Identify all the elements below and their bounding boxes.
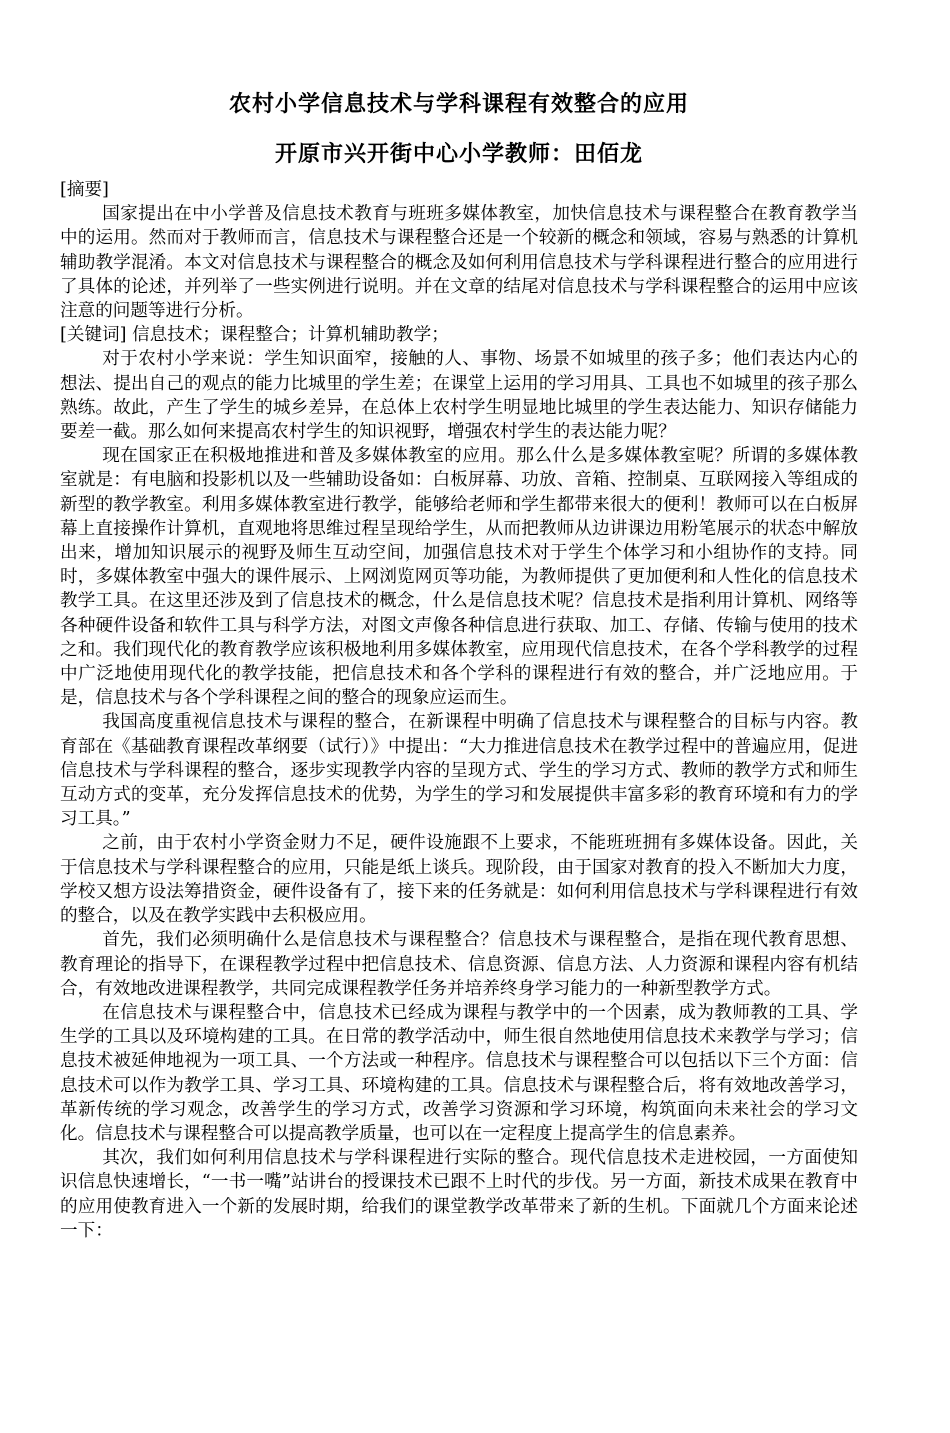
body-paragraph: 现在国家正在积极地推进和普及多媒体教室的应用。那么什么是多媒体教室呢？所谓的多媒体教室就是：有电脑和投影机以及一些辅助设备如：白板屏幕、功放、音箱、控制桌、互联网接入等组成的新型的教学教室。利用多媒体教室进行教学，能够给老师和学生都带来很大的便利！教师可以在白板屏幕上直接操作计算机，直观地将思维过程呈现给学生，从而把教师从边讲课边用粉笔展示的状态中解放出来，增加知识展示的视野及师生互动空间，加强信息技术对于学生个体学习和小组协作的支持。同时，多媒体教室中强大的课件展示、上网浏览网页等功能，为教师提供了更加便利和人性化的信息技术教学工具。在这里还涉及到了信息技术的概念，什么是信息技术呢？信息技术是指利用计算机、网络等各种硬件设备和软件工具与科学方法，对图文声像各种信息进行获取、加工、存储、传输与使用的技术之和。我们现代化的教育教学应该积极地利用多媒体教室，应用现代信息技术，在各个学科教学的过程中广泛地使用现代化的教学技能，把信息技术和各个学科的课程进行有效的整合，并广泛地应用。于是，信息技术与各个学科课程之间的整合的现象应运而生。 (60, 446, 858, 709)
document-body (60, 178, 858, 1243)
keywords-line (60, 323, 858, 347)
author-line: 开原市兴开街中心小学教师：田佰龙 (274, 142, 643, 167)
body-paragraph: 之前，由于农村小学资金财力不足，硬件设施跟不上要求，不能班班拥有多媒体设备。因此，关于信息技术与学科课程整合的应用，只能是纸上谈兵。现阶段，由于国家对教育的投入不断加大力度，学校又想方设法筹措资金，硬件设备有了，接下来的任务就是：如何利用信息技术与学科课程进行有效的整合，以及在教学实践中去积极应用。 (60, 833, 858, 927)
document-page (60, 90, 858, 1243)
abstract-label: [摘要] (60, 180, 109, 200)
keywords-text: 信息技术；课程整合；计算机辅助教学； (126, 325, 449, 346)
body-paragraph: 对于农村小学来说：学生知识面窄，接触的人、事物、场景不如城里的孩子多；他们表达内心的想法、提出自己的观点的能力比城里的学生差；在课堂上运用的学习用具、工具也不如城里的孩子那么熟练。故此，产生了学生的城乡差异，在总体上农村学生明显地比城里的学生表达能力、知识存储能力要差一截。那么如何来提高农村学生的知识视野，增强农村学生的表达能力呢？ (60, 349, 858, 443)
body-paragraph: 其次，我们如何利用信息技术与学科课程进行实际的整合。现代信息技术走进校园，一方面使知识信息快速增长，“一书一嘴”站讲台的授课技术已跟不上时代的步伐。另一方面，新技术成果在教育中的应用使教育进入一个新的发展时期，给我们的课堂教学改革带来了新的生机。下面就几个方面来论述一下： (60, 1148, 858, 1241)
abstract-text: 国家提出在中小学普及信息技术教育与班班多媒体教室，加快信息技术与课程整合在教育教学当中的运用。然而对于教师而言，信息技术与课程整合还是一个较新的概念和领域，容易与熟悉的计算机辅助教学混淆。本文对信息技术与课程整合的概念及如何利用信息技术与学科课程进行整合的应用进行了具体的论述，并列举了一些实例进行说明。并在文章的结尾对信息技术与学科课程整合的运用中应该注意的问题等进行分析。 (60, 204, 858, 322)
body-paragraph: 在信息技术与课程整合中，信息技术已经成为课程与教学中的一个因素，成为教师教的工具、学生学的工具以及环境构建的工具。在日常的教学活动中，师生很自然地使用信息技术来教学与学习；信息技术被延伸地视为一项工具、一个方法或一种程序。信息技术与课程整合可以包括以下三个方面：信息技术可以作为教学工具、学习工具、环境构建的工具。信息技术与课程整合后，将有效地改善学习，革新传统的学习观念，改善学生的学习方式，改善学习资源和学习环境，构筑面向未来社会的学习文化。信息技术与课程整合可以提高教学质量，也可以在一定程度上提高学生的信息素养。 (60, 1002, 858, 1144)
keywords-label: [关键词] (60, 325, 127, 346)
body-paragraph: 首先，我们必须明确什么是信息技术与课程整合？信息技术与课程整合，是指在现代教育思想、教育理论的指导下，在课程教学过程中把信息技术、信息资源、信息方法、人力资源和课程内容有机结合，有效地改进课程教学，共同完成课程教学任务并培养终身学习能力的一种新型教学方式。 (60, 930, 858, 999)
body-paragraph: 我国高度重视信息技术与课程的整合，在新课程中明确了信息技术与课程整合的目标与内容。教育部在《基础教育课程改革纲要（试行）》中提出：“大力推进信息技术在教学过程中的普遍应用，促进信息技术与学科课程的整合，逐步实现教学内容的呈现方式、学生的学习方式、教师的教学方式和师生互动方式的变革，充分发挥信息技术的优势，为学生的学习和发展提供丰富多彩的教育环境和有力的学习工具。” (60, 712, 858, 830)
document-title: 农村小学信息技术与学科课程有效整合的应用 (228, 92, 689, 117)
